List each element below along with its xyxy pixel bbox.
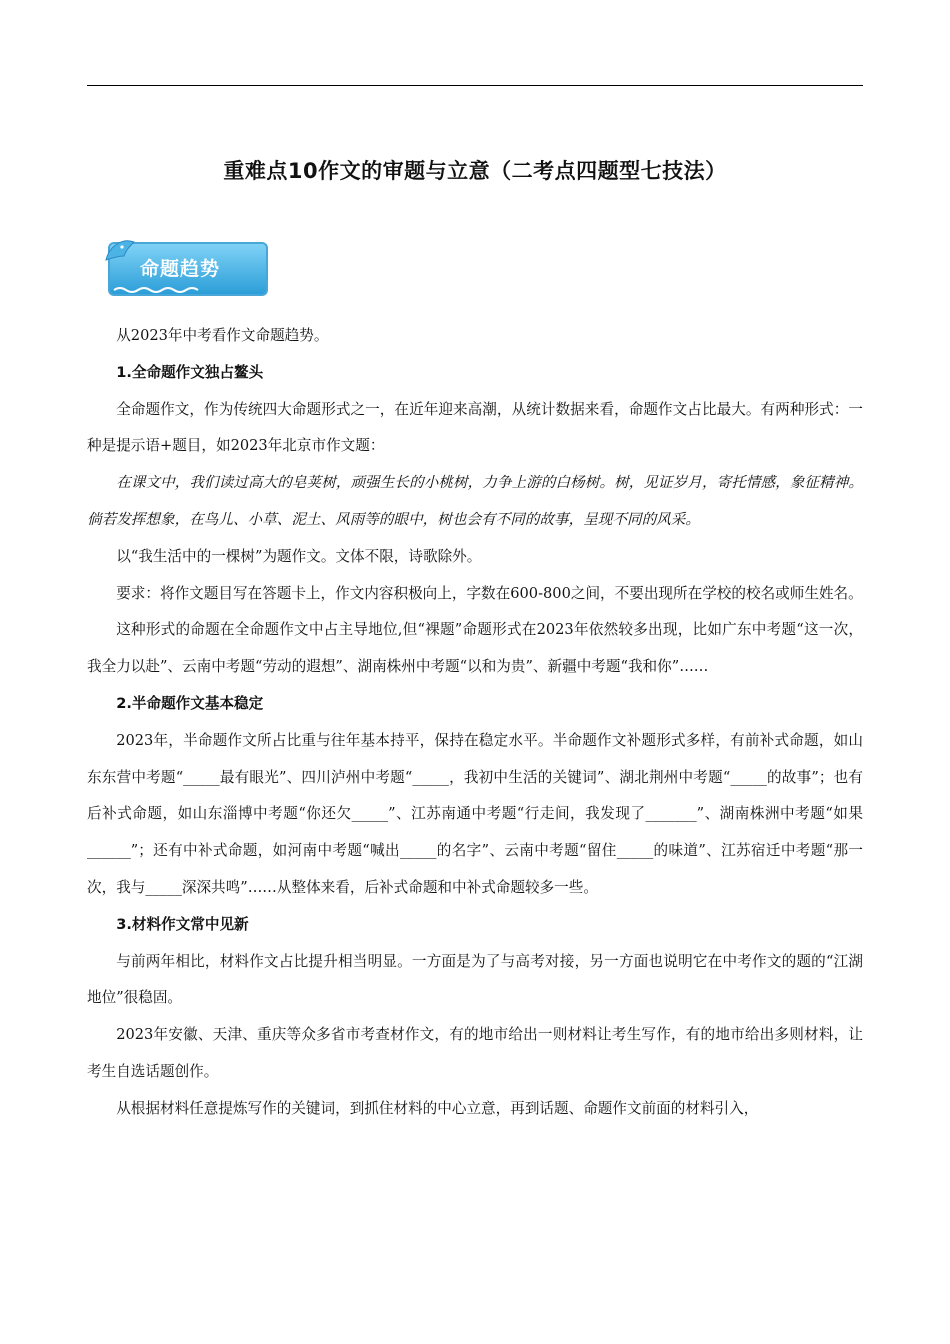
section-heading: 1.全命题作文独占鳌头 xyxy=(116,363,264,381)
section-heading: 2.半命题作文基本稳定 xyxy=(116,694,264,712)
section-badge xyxy=(100,230,268,300)
paragraph: 从2023年中考看作文命题趋势。 xyxy=(116,327,329,344)
paragraph: 2023年安徽、天津、重庆等众多省市考查材作文，有的地市给出一则材料让考生写作，有的地市给出多则材料，让考生自选话题创作。 xyxy=(87,1026,863,1080)
badge-label: 命题趋势 xyxy=(140,258,221,280)
paragraph: 以“我生活中的一棵树”为题作文。文体不限，诗歌除外。 xyxy=(116,547,482,565)
paragraph: 这种形式的命题在全命题作文中占主导地位,但“裸题”命题形式在2023年依然较多出现，比如广东中考题“这一次，我全力以赴”、云南中考题“劳动的遐想”、湖南株州中考题“以和为贵”、新疆中考题“我和你”…… xyxy=(87,621,863,676)
section-heading: 3.材料作文常中见新 xyxy=(116,915,249,933)
paragraph: 全命题作文，作为传统四大命题形式之一，在近年迎来高潮，从统计数据来看，命题作文占比最大。有两种形式：一种是提示语+题目，如2023年北京市作文题： xyxy=(87,400,863,455)
paragraph: 2023年，半命题作文所占比重与往年基本持平，保持在稳定水平。半命题作文补题形式多样，有前补式命题，如山东东营中考题“_____最有眼光”、四川泸州中考题“_____，我初中生活的关键词”、湖北荆州中考题“_____的故事”；也有后补式命题，如山东淄博中考题“你还欠_____”、江苏南通中考题“行走间，我发现了_______”、湖南株洲中考题“如果______”；还有中补式命题，如河南中考题“喊出_____的名字”、云南中考题“留住_____的味道”、江苏宿迁中考题“那一次，我与_____深深共鸣”……从整体来看，后补式命题和中补式命题较多一些。 xyxy=(87,731,863,896)
document-title: 重难点10作文的审题与立意（二考点四题型七技法） xyxy=(223,159,727,183)
paragraph: 与前两年相比，材料作文占比提升相当明显。一方面是为了与高考对接，另一方面也说明它在中考作文的题的“江湖地位”很稳固。 xyxy=(87,952,863,1007)
quoted-prompt: 在课文中，我们读过高大的皂荚树，顽强生长的小桃树，力争上游的白杨树。树，见证岁月，寄托情感，象征精神。倘若发挥想象，在鸟儿、小草、泥土、风雨等的眼中，树也会有不同的故事，呈现不同的风采。 xyxy=(87,474,863,528)
document-body xyxy=(87,318,863,1128)
paragraph: 从根据材料任意提炼写作的关键词，到抓住材料的中心立意，再到话题、命题作文前面的材料引入， xyxy=(116,1099,759,1117)
header-rule xyxy=(87,85,863,86)
paragraph: 要求：将作文题目写在答题卡上，作文内容积极向上，字数在600-800之间，不要出现所在学校的校名或师生姓名。 xyxy=(116,584,863,602)
